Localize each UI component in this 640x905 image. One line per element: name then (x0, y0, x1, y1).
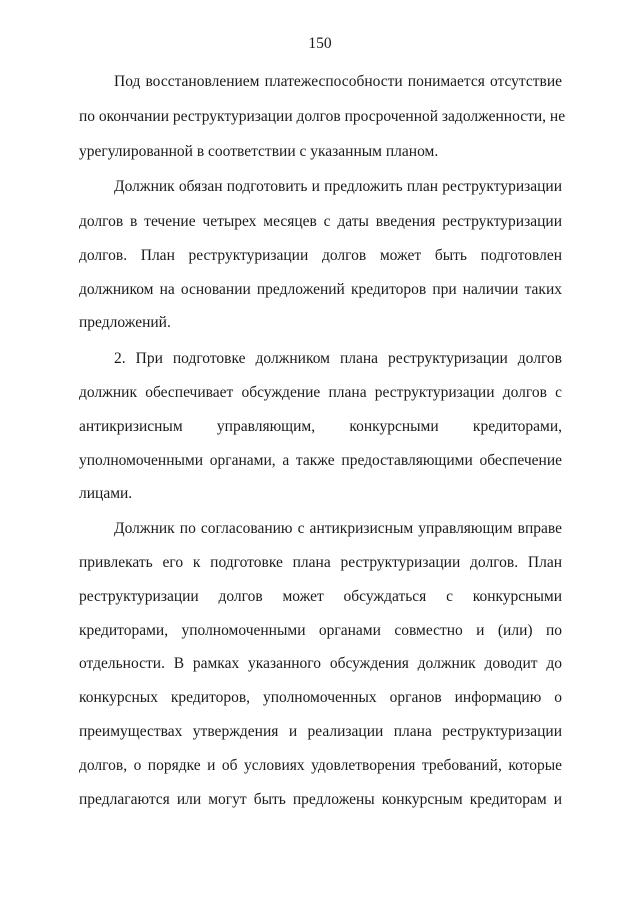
page-number: 150 (308, 35, 332, 52)
text-line: по окончании реструктуризации долгов просроченной задолженности, не (79, 108, 566, 125)
text-line: предложений. (79, 314, 171, 331)
text-line: реструктуризации долгов может обсуждаться с конкурсными (79, 588, 562, 605)
text-line: должник обеспечивает обсуждение плана реструктуризации долгов с (79, 384, 562, 401)
text-line: конкурсных кредиторов, уполномоченных органов информацию о (79, 689, 562, 706)
text-line: Под восстановлением платежеспособности понимается отсутствие (114, 73, 562, 90)
text-line: 2. При подготовке должником плана реструктуризации долгов (114, 350, 562, 367)
text-line: долгов. План реструктуризации долгов может быть подготовлен (79, 247, 562, 264)
text-line: должником на основании предложений кредиторов при наличии таких (79, 281, 562, 298)
text-line: долгов в течение четырех месяцев с даты введения реструктуризации (79, 213, 562, 230)
text-line: урегулированной в соответствии с указанным планом. (79, 143, 439, 160)
text-line: Должник по согласованию с антикризисным управляющим вправе (114, 520, 562, 537)
text-line: предлагаются или могут быть предложены конкурсным кредиторам и (79, 791, 562, 808)
text-line: преимуществах утверждения и реализации плана реструктуризации (79, 723, 562, 740)
text-line: уполномоченными органами, а также предоставляющими обеспечение (79, 452, 562, 469)
text-line: привлекать его к подготовке плана реструктуризации долгов. План (79, 554, 562, 571)
text-line: лицами. (79, 485, 133, 502)
text-line: отдельности. В рамках указанного обсуждения должник доводит до (79, 655, 562, 672)
text-line: антикризисным управляющим, конкурсными кредиторами, (79, 418, 562, 435)
text-line: долгов, о порядке и об условиях удовлетворения требований, которые (79, 757, 562, 774)
text-line: кредиторами, уполномоченными органами совместно и (или) по (79, 622, 562, 639)
text-line: Должник обязан подготовить и предложить план реструктуризации (114, 178, 562, 195)
